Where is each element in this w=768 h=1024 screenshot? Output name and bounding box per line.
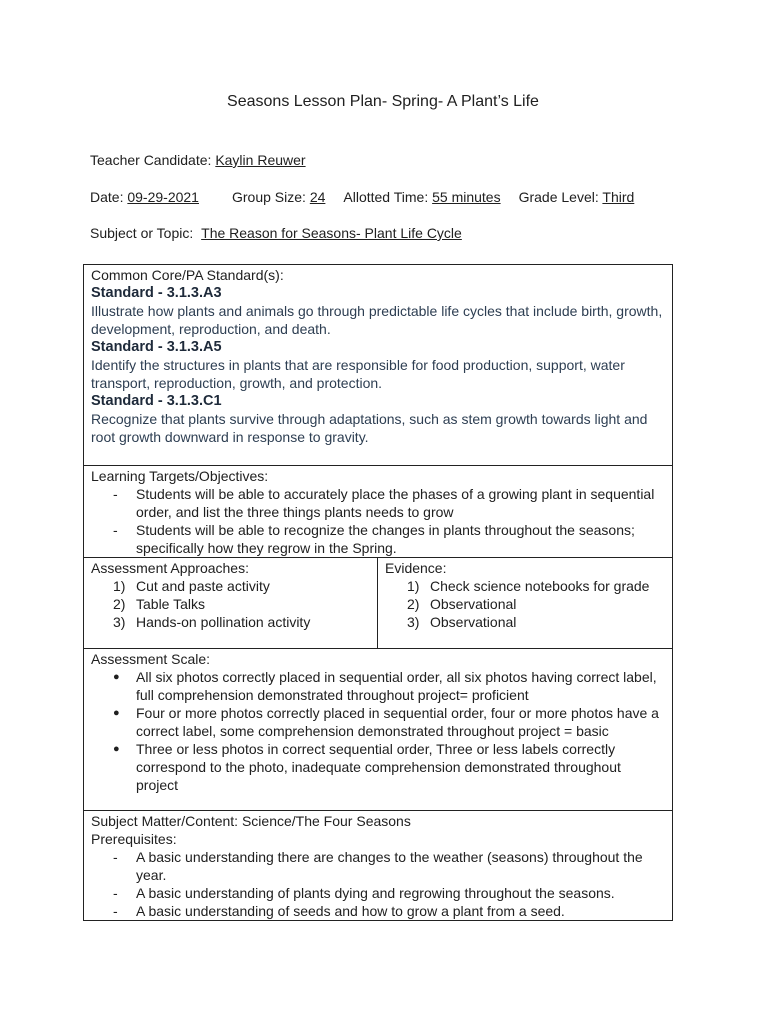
subject-matter-line: Subject Matter/Content: Science/The Four Seasons <box>91 813 411 829</box>
evidence-text: Check science notebooks for grade <box>430 578 650 594</box>
objectives-heading: Learning Targets/Objectives: <box>91 468 269 484</box>
subject-line <box>90 225 462 241</box>
list-item <box>91 848 666 884</box>
dash-marker: - <box>113 849 118 865</box>
date-label: Date: <box>90 189 124 205</box>
objectives-row <box>84 466 673 558</box>
number-marker: 1) <box>407 578 420 594</box>
list-item <box>91 485 666 521</box>
number-marker: 2) <box>113 596 126 612</box>
subject-value: The Reason for Seasons- Plant Life Cycle <box>201 225 462 241</box>
scale-cell <box>84 649 673 811</box>
scale-text: Three or less photos in correct sequential order, Three or less labels correctly correspond to the photo, inadequate comprehension demonstrated throughout project <box>136 741 621 793</box>
prerequisites-heading: Prerequisites: <box>91 831 177 847</box>
objective-text: Students will be able to recognize the changes in plants throughout the seasons; specifically how they regrow in the Spring. <box>136 522 635 556</box>
teacher-name: Kaylin Reuwer <box>215 152 306 168</box>
list-item <box>91 668 666 704</box>
assessment-cell <box>84 558 378 649</box>
list-item <box>91 613 371 631</box>
bullet-marker: ● <box>113 671 120 683</box>
assessment-row <box>84 558 673 649</box>
evidence-heading: Evidence: <box>385 560 447 576</box>
teacher-label: Teacher Candidate: <box>90 152 212 168</box>
standards-heading: Common Core/PA Standard(s): <box>91 267 284 283</box>
list-item <box>385 613 666 631</box>
scale-heading: Assessment Scale: <box>91 651 211 667</box>
list-item <box>91 740 666 794</box>
assessment-text: Table Talks <box>136 596 206 612</box>
standards-row <box>84 265 673 466</box>
standard-title: Standard - 3.1.3.C1 <box>91 393 222 409</box>
date-value: 09-29-2021 <box>127 189 199 205</box>
assessment-text: Hands-on pollination activity <box>136 614 311 630</box>
dash-marker: - <box>113 903 118 919</box>
assessment-text: Cut and paste activity <box>136 578 270 594</box>
objective-text: Students will be able to accurately place the phases of a growing plant in sequential order, and list the three things plants needs to grow <box>136 486 655 520</box>
list-item <box>91 884 666 902</box>
subject-label: Subject or Topic: <box>90 225 194 241</box>
grade-level-label: Grade Level: <box>518 189 599 205</box>
scale-list <box>91 668 666 794</box>
lesson-plan-table <box>83 264 673 921</box>
number-marker: 3) <box>113 614 126 630</box>
meta-line <box>90 189 634 205</box>
list-item <box>385 577 666 595</box>
scale-text: All six photos correctly placed in sequential order, all six photos having correct label, full comprehension demonstrated throughout project= proficient <box>136 669 657 703</box>
standard-text: Identify the structures in plants that are responsible for food production, support, water transport, reproduction, growth, and protection. <box>91 357 625 391</box>
group-size-value: 24 <box>309 189 326 205</box>
evidence-text: Observational <box>430 614 517 630</box>
list-item <box>91 577 371 595</box>
prerequisite-text: A basic understanding of seeds and how to grow a plant from a seed. <box>136 903 565 919</box>
scale-text: Four or more photos correctly placed in sequential order, four or more photos have a correct label, some comprehension demonstrated throughout project = basic <box>136 705 659 739</box>
teacher-line <box>90 152 306 168</box>
standard-text: Illustrate how plants and animals go through predictable life cycles that include birth, growth, development, reproduction, and death. <box>91 303 663 337</box>
bullet-marker: ● <box>113 743 120 755</box>
document-title: Seasons Lesson Plan- Spring- A Plant’s Life <box>227 93 539 110</box>
standard-title: Standard - 3.1.3.A3 <box>91 285 222 301</box>
dash-marker: - <box>113 486 118 502</box>
objectives-cell <box>84 466 673 558</box>
grade-level-value: Third <box>602 189 635 205</box>
prerequisite-text: A basic understanding there are changes to the weather (seasons) throughout the year. <box>136 849 643 883</box>
group-size-label: Group Size: <box>231 189 306 205</box>
prerequisites-list <box>91 848 666 920</box>
list-item <box>91 521 666 557</box>
standard-text: Recognize that plants survive through adaptations, such as stem growth towards light and root growth downward in response to gravity. <box>91 411 648 445</box>
dash-marker: - <box>113 885 118 901</box>
number-marker: 3) <box>407 614 420 630</box>
number-marker: 1) <box>113 578 126 594</box>
dash-marker: - <box>113 522 118 538</box>
evidence-list <box>385 577 666 631</box>
assessment-list <box>91 577 371 631</box>
content-row <box>84 811 673 921</box>
allotted-time-label: Allotted Time: <box>343 189 429 205</box>
content-cell <box>84 811 673 921</box>
objectives-list <box>91 485 666 557</box>
evidence-cell <box>378 558 673 649</box>
standard-title: Standard - 3.1.3.A5 <box>91 339 222 355</box>
list-item <box>385 595 666 613</box>
allotted-time-value: 55 minutes <box>432 189 501 205</box>
number-marker: 2) <box>407 596 420 612</box>
evidence-text: Observational <box>430 596 517 612</box>
prerequisite-text: A basic understanding of plants dying and regrowing throughout the seasons. <box>136 885 615 901</box>
list-item <box>91 704 666 740</box>
scale-row <box>84 649 673 811</box>
list-item <box>91 902 666 920</box>
bullet-marker: ● <box>113 707 120 719</box>
standards-cell <box>84 265 673 466</box>
assessment-heading: Assessment Approaches: <box>91 560 249 576</box>
list-item <box>91 595 371 613</box>
